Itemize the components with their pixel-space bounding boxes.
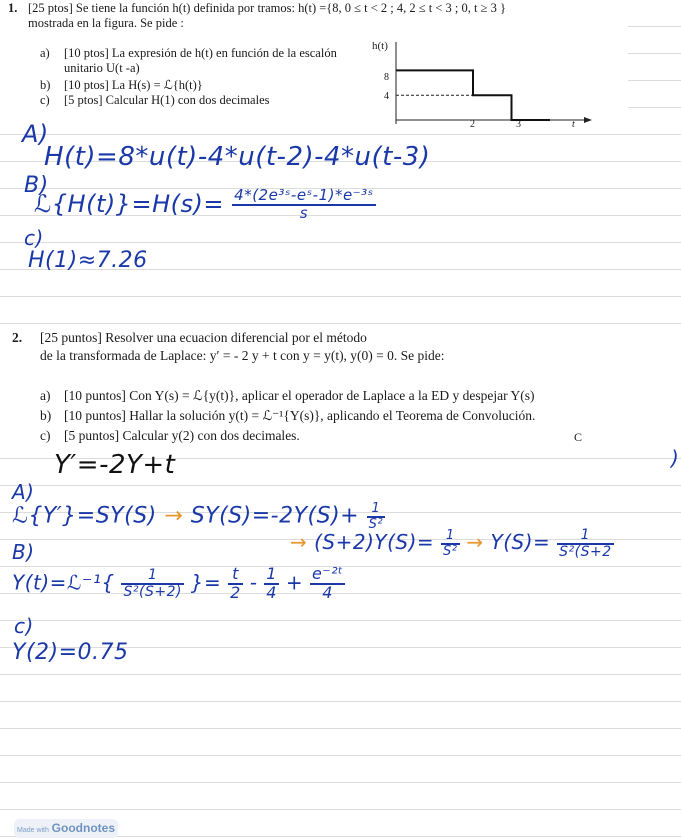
xtick-2: 2 [470,119,475,128]
answer1-c-label: c) [24,226,44,250]
answer1-b-expression [34,188,376,222]
problem2-item-c-letter: c) [40,428,51,443]
arrow-right-icon: → [290,530,308,555]
problem1-item-c-letter: c) [40,93,50,107]
answer2-b-label: B) [12,540,35,564]
problem1-item-a-cont: unitario U(t -a) [64,61,140,75]
problem1-printout [0,0,628,126]
problem2-item-c: [5 puntos] Calcular y(2) con dos decimales. [64,428,300,443]
problem2-statement-line1: [25 puntos] Resolver una ecuacion diferencial por el método [40,330,367,345]
answer2-b-term1 [228,566,243,602]
answer1-b-label: B) [24,173,49,198]
answer2-a-ys: Y(S)= [490,530,551,555]
answer2-b-term3-den: 4 [322,582,333,602]
problem2-item-a-letter: a) [40,388,51,403]
answer2-b-fraction-num: 1 [121,568,183,585]
answer2-a-fraction2-num: 1 [441,529,459,545]
answer2-a-fraction3 [557,528,614,559]
ytick-4: 4 [384,91,389,102]
ytick-8: 8 [384,72,389,83]
answer2-b-lhs: Y(t)=ℒ⁻¹{ [12,570,115,595]
answer2-a-fraction3-num: 1 [557,528,614,545]
answer2-b-term3-num: e⁻²ᵗ [311,564,344,583]
problem2-number: 2. [12,330,23,345]
made-with-label: Made with [16,827,49,834]
problem1-item-b: [10 ptos] La H(s) = ℒ{h(t)} [64,78,203,92]
answer2-a-fraction1 [367,502,385,531]
answer2-b-term2-den: 4 [266,582,277,602]
answer2-b-mid: }= [190,570,222,595]
answer2-a-lhs: ℒ{Y′}=SY(S) [12,503,157,529]
answer2-c-label: c) [14,614,34,638]
answer2-b-line [12,566,345,602]
answer1-c-value: H(1)≈7.26 [28,248,148,273]
x-axis-arrow-icon [584,117,592,123]
graph-ylabel: h(t) [372,40,388,52]
answer2-a-fraction1-num: 1 [367,502,385,518]
answer1-b-lhs: ℒ{H(t)}=H(s)= [34,189,225,218]
problem1-item-a: [10 ptos] La expresión de h(t) en función de la escalón [64,46,337,60]
answer2-a-rhs: SY(S)=-2Y(S)+ [190,503,360,529]
problem1-statement-line2: mostrada en la figura. Se pide : [28,16,184,30]
answer2-b-term1-num: t [228,566,243,585]
answer2-b-term3 [310,566,345,602]
answer1-b-fraction [232,188,376,222]
problem2-printout [0,326,681,446]
answer1-a-expression: H(t)=8*u(t)-4*u(t-2)-4*u(t-3) [44,142,431,172]
xtick-3: 3 [516,119,521,128]
stray-parenthesis: ) [671,446,680,470]
answer2-a-label: A) [12,480,35,504]
answer2-b-fraction-den: S²(S+2) [123,583,182,600]
problem2-statement-line2: de la transformada de Laplace: y′ = - 2 y + t con y = y(t), y(0) = 0. Se pide: [40,348,445,363]
problem2-item-a: [10 puntos] Con Y(s) = ℒ{y(t)}, aplicar el operador de Laplace a la ED y despejar Y(s) [64,388,535,403]
problem1-item-b-letter: b) [40,78,51,92]
answer1-a-label: A) [22,120,49,148]
answer2-c-value: Y(2)=0.75 [12,640,129,665]
problem2-item-b: [10 puntos] Hallar la solución y(t) = ℒ⁻¹{Y(s)}, aplicando el Teorema de Convolución. [64,408,536,423]
arrow-right-icon: → [164,503,184,529]
answer1-b-denominator: s [299,203,309,222]
answer2-b-fraction [121,568,183,599]
problem1-item-c: [5 ptos] Calcular H(1) con dos decimales [64,93,270,107]
answer2-a-fraction2 [441,529,459,558]
graph-xlabel: t [572,119,575,128]
answer2-b-plus: + [285,570,304,595]
problem1-number: 1. [8,1,18,15]
answer2-a-mid: (S+2)Y(S)= [314,530,435,555]
answer2-equation: Y′=-2Y+t [54,450,176,480]
arrow-right-icon: → [466,530,484,555]
answer2-b-minus: - [249,570,258,595]
answer2-a-fraction2-den: S² [443,543,458,559]
problem2-item-b-letter: b) [40,408,52,423]
answer2-b-term2-num: 1 [266,564,277,583]
answer2-a-fraction3-den: S²(S+2 [559,543,612,560]
goodnotes-logo-text: Goodnotes [51,821,115,835]
answer2-a-fraction1-den: S² [368,516,384,532]
answer2-b-term2 [264,566,279,602]
answer2-a-line2 [290,528,614,559]
step-function-graph [366,32,596,128]
goodnotes-badge [14,819,118,838]
step-function-line [396,70,550,120]
answer1-b-numerator: 4*(2e³ˢ-eˢ-1)*e⁻³ˢ [234,186,374,204]
problem1-item-a-letter: a) [40,46,50,60]
problem1-statement-line1: [25 ptos] Se tiene la función h(t) definida por tramos: h(t) ={8, 0 ≤ t < 2 ; 4, 2 ≤ t < 3 ; 0, t ≥ 3 } [28,1,506,15]
answer2-a-line1 [12,502,385,531]
stray-letter-c: C [574,430,583,444]
answer2-b-term1-den: 2 [230,582,241,602]
